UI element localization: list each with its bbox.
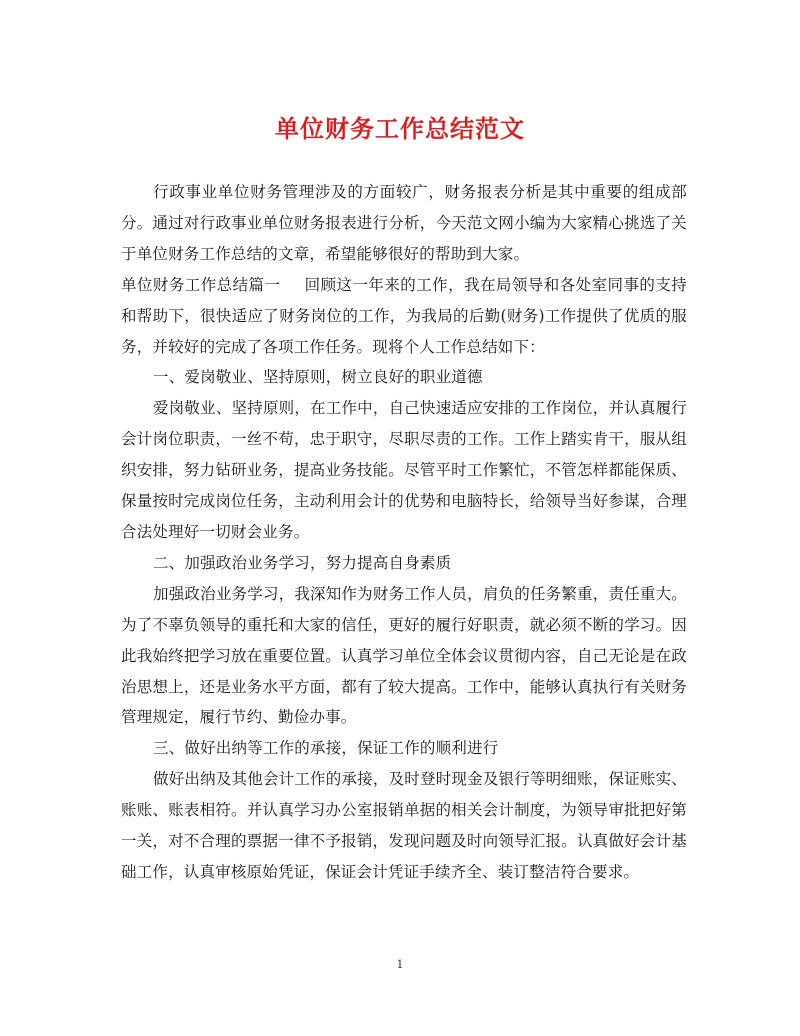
intro-paragraph: 行政事业单位财务管理涉及的方面较广，财务报表分析是其中重要的组成部分。通过对行政事业单位财务报表进行分析，今天范文网小编为大家精心挑选了关于单位财务工作总结的文章，希望能够很好的帮助到大家。: [121, 183, 687, 263]
section-intro-text: 回顾这一年来的工作，我在局领导和各处室同事的支持和帮助下，很快适应了财务岗位的工作，为我局的后勤(财务)工作提供了优质的服务，并较好的完成了各项工作任务。现将个人工作总结如下：: [121, 275, 687, 356]
document-title: 单位财务工作总结范文: [275, 114, 525, 143]
heading-2: 二、加强政治业务学习，努力提高自身素质: [153, 553, 452, 572]
heading-1: 一、爱岗敬业、坚持原则，树立良好的职业道德: [153, 368, 483, 387]
paragraph-2: 加强政治业务学习，我深知作为财务工作人员，肩负的任务繁重，责任重大。为了不辜负领导的重托和大家的信任，更好的履行好职责，就必须不断的学习。因此我始终把学习放在重要位置。认真学习单位全体会议贯彻内容，自己无论是在政治思想上，还是业务水平方面，都有了较大提高。工作中，能够认真执行有关财务管理规定，履行节约、勤俭办事。: [121, 584, 687, 727]
page-number: 1: [396, 958, 404, 971]
heading-3: 三、做好出纳等工作的承接，保证工作的顺利进行: [153, 739, 499, 758]
section-label: 单位财务工作总结篇一: [121, 275, 281, 294]
paragraph-3: 做好出纳及其他会计工作的承接，及时登时现金及银行等明细账，保证账实、账账、账表相符。并认真学习办公室报销单据的相关会计制度，为领导审批把好第一关，对不合理的票据一律不予报销，发现问题及时向领导汇报。认真做好会计基础工作，认真审核原始凭证，保证会计凭证手续齐全、装订整洁符合要求。: [121, 770, 687, 881]
document-body: [121, 177, 687, 888]
paragraph-1: 爱岗敬业、坚持原则，在工作中，自己快速适应安排的工作岗位，并认真履行会计岗位职责，一丝不苟，忠于职守，尽职尽责的工作。工作上踏实肯干，服从组织安排，努力钻研业务，提高业务技能。尽管平时工作繁忙，不管怎样都能保质、保量按时完成岗位任务，主动利用会计的优势和电脑特长，给领导当好参谋，合理合法处理好一切财会业务。: [121, 399, 687, 541]
section-paragraph: [121, 270, 687, 363]
